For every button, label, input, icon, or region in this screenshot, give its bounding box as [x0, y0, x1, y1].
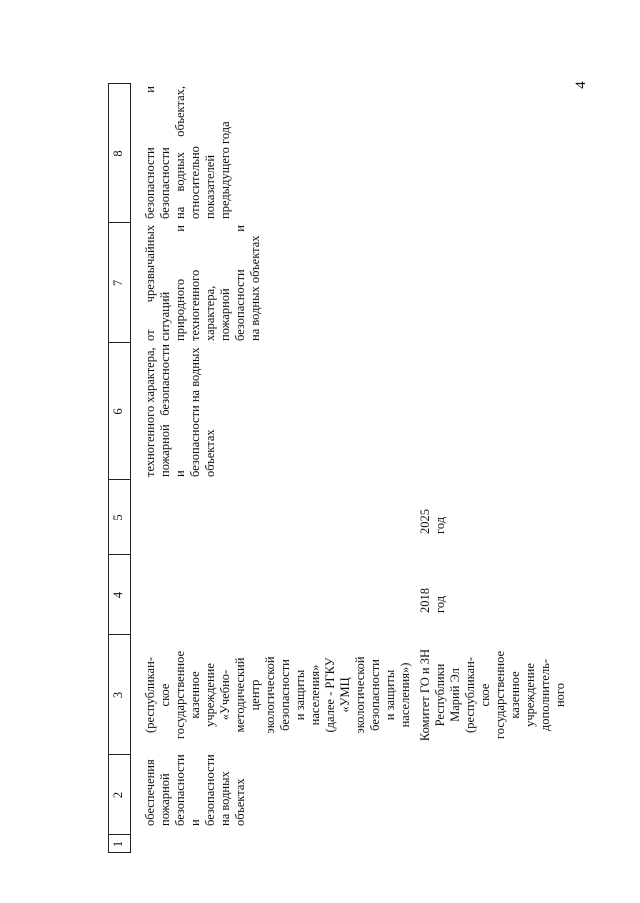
cell-line: государственное: [493, 650, 507, 740]
cell-line: безопасности: [158, 147, 172, 219]
column-number-8: 8: [111, 150, 125, 157]
cell-line: объектах: [203, 429, 217, 477]
row2-col3: [418, 637, 568, 753]
cell-line: год: [433, 595, 447, 613]
column-number-3: 3: [111, 691, 125, 699]
cell-line: пожарной безопасности и: [158, 344, 187, 477]
cell-line: государственное: [173, 650, 187, 740]
cell-line: безопасности: [278, 659, 292, 731]
cell-line: казенное: [508, 671, 522, 719]
cell-line: населения»: [308, 664, 322, 726]
cell-line: на водных объектах,: [173, 86, 187, 219]
cell-line: предыдущего года: [218, 121, 232, 219]
rotated-table: [108, 83, 628, 853]
cell-line: обеспечения: [143, 759, 157, 826]
cell-line: и защиты: [293, 669, 307, 721]
cell-line: центр: [248, 679, 262, 711]
column-number-1: 1: [111, 840, 125, 848]
cell-line: «Учебно-: [218, 669, 232, 721]
cell-line: безопасности и: [173, 754, 202, 826]
cell-line: природного и: [173, 225, 187, 341]
column-number-2: 2: [111, 791, 125, 799]
row1-col3: [143, 637, 413, 753]
cell-line: Республики: [433, 663, 447, 727]
column-number-7: 7: [111, 279, 125, 287]
cell-line: ного: [553, 683, 567, 708]
row1-col2: [143, 754, 248, 826]
cell-line: пожарной: [218, 288, 232, 341]
cell-line: пожарной: [158, 773, 172, 826]
cell-line: (республикан-: [463, 657, 477, 733]
cell-line: техногенного: [188, 269, 202, 341]
row1-col8: [143, 86, 233, 219]
cell-line: объектах: [233, 778, 247, 826]
cell-line: и защиты: [383, 669, 397, 721]
cell-line: (далее - РГКУ: [323, 657, 337, 733]
cell-line: 2018: [418, 588, 432, 613]
cell-line: Марий Эл: [448, 668, 462, 722]
cell-line: от чрезвычайных: [143, 225, 157, 341]
column-number-4: 4: [111, 591, 125, 599]
cell-line: «УМЦ: [338, 677, 352, 713]
cell-line: (республикан-: [143, 657, 157, 733]
cell-line: учреждение: [523, 663, 537, 727]
cell-line: безопасности и: [233, 225, 247, 341]
cell-line: ское: [158, 683, 172, 707]
row2-col4: [418, 563, 448, 613]
cell-line: дополнитель-: [538, 658, 552, 732]
cell-line: год: [433, 516, 447, 534]
column-number-6: 6: [111, 408, 125, 415]
header-bottom-border: [130, 83, 131, 853]
header-top-border: [108, 83, 109, 853]
cell-line: экологической: [353, 656, 367, 734]
cell-line: экологической: [263, 656, 277, 734]
row1-col6: [143, 344, 218, 477]
row1-col7: [143, 225, 263, 341]
cell-line: населения»): [398, 662, 412, 728]
cell-line: ское: [478, 683, 492, 707]
cell-line: техногенного характера,: [143, 347, 157, 477]
cell-line: безопасности и: [143, 86, 157, 219]
cell-line: безопасности: [203, 754, 217, 826]
cell-line: казенное: [188, 671, 202, 719]
row2-col5: [418, 484, 448, 534]
cell-line: показателей: [203, 154, 217, 219]
cell-line: Комитет ГО и ЗН: [418, 648, 432, 742]
cell-line: учреждение: [203, 663, 217, 727]
cell-line: на водных объектах: [248, 235, 262, 341]
cell-line: на водных: [218, 771, 232, 826]
column-number-5: 5: [111, 514, 125, 521]
page-number: 4: [573, 81, 589, 89]
cell-line: безопасности: [368, 659, 382, 731]
cell-line: 2025: [418, 509, 432, 534]
cell-line: методический: [233, 657, 247, 733]
cell-line: относительно: [188, 146, 202, 219]
cell-line: характера,: [203, 285, 217, 341]
cell-line: ситуаций: [158, 291, 172, 341]
cell-line: безопасности на водных: [188, 347, 202, 477]
